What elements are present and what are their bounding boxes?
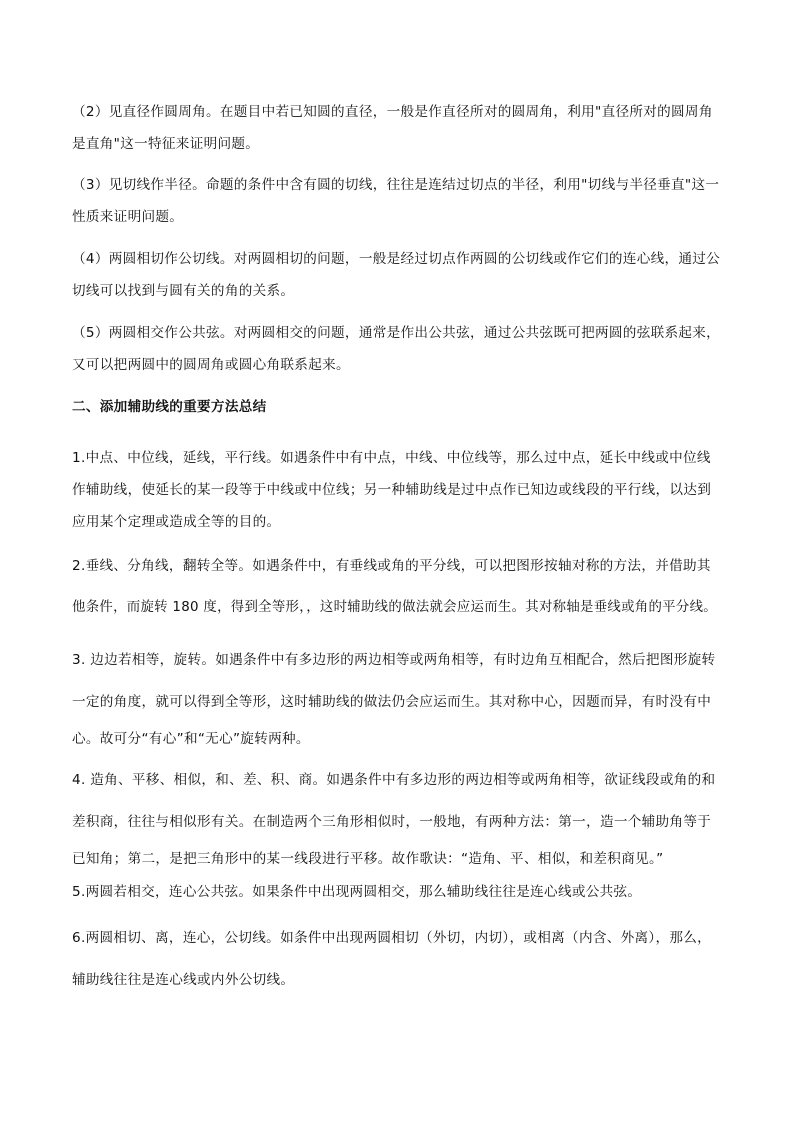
text-line: 3. 边边若相等，旋转。如遇条件中有多边形的两边相等或两角相等，有时边角互相配合，然后把图形旋转 <box>72 652 716 668</box>
text-line: 2.垂线、分角线，翻转全等。如遇条件中，有垂线或角的平分线，可以把图形按轴对称的方法，并借助其 <box>72 558 711 574</box>
text-line: 又可以把两圆中的圆周角或圆心角联系起来。 <box>72 357 350 373</box>
paragraph-3-tangent <box>72 169 724 233</box>
text-line: 切线可以找到与圆有关的角的关系。 <box>72 283 295 299</box>
method-6-tangent-separate-circles <box>72 917 724 1001</box>
method-2-perpendicular <box>72 545 724 629</box>
text-line: 5.两圆若相交，连心公共弦。如果条件中出现两圆相交，那么辅助线往往是连心线或公共弦。 <box>72 884 642 900</box>
text-line: 1.中点、中位线，延线，平行线。如遇条件中有中点，中线、中位线等，那么过中点，延长中线或中位线 <box>72 450 711 466</box>
text-line: 性质来证明问题。 <box>72 209 184 225</box>
text-line: 一定的角度，就可以得到全等形，这时辅助线的做法仍会应运而生。其对称中心，因题而异，有时没有中 <box>72 694 712 710</box>
text-line: （2）见直径作圆周角。在题目中若已知圆的直径，一般是作直径所对的圆周角，利用"直径所对的圆周角 <box>72 104 713 120</box>
text-line: 是直角"这一特征来证明问题。 <box>72 136 260 152</box>
text-line: （3）见切线作半径。命题的条件中含有圆的切线，往往是连结过切点的半径，利用"切线与半径垂直"这一 <box>72 177 720 193</box>
text-line: 4. 造角、平移、相似，和、差、积、商。如遇条件中有多边形的两边相等或两角相等，欲证线段或角的和 <box>72 772 716 788</box>
method-4-similarity <box>72 759 724 875</box>
method-3-rotation <box>72 639 724 755</box>
section-heading <box>72 391 724 423</box>
paragraph-5-intersecting-circles <box>72 317 724 381</box>
text-line: 6.两圆相切、离，连心，公切线。如条件中出现两圆相切（外切，内切），或相离（内含、外离），那么， <box>72 930 712 946</box>
text-line: （4）两圆相切作公切线。对两圆相切的问题，一般是经过切点作两圆的公切线或作它们的连心线，通过公 <box>72 251 721 267</box>
method-1-midpoint <box>72 442 724 538</box>
method-5-intersecting-circles <box>72 871 724 913</box>
text-line: 心。故可分“有心”和“无心”旋转两种。 <box>72 731 310 747</box>
text-line: （5）两圆相交作公共弦。对两圆相交的问题，通常是作出公共弦，通过公共弦既可把两圆的弦联系起来， <box>72 325 721 341</box>
heading-text: 二、添加辅助线的重要方法总结 <box>72 399 267 415</box>
paragraph-4-tangent-circles <box>72 243 724 307</box>
text-line: 差积商，往往与相似形有关。在制造两个三角形相似时，一般地，有两种方法：第一，造一个辅助角等于 <box>72 814 712 830</box>
paragraph-2-diameter <box>72 96 724 160</box>
text-line: 已知角；第二，是把三角形中的某一线段进行平移。故作歌诀：“造角、平、相似，和差积商见。” <box>72 851 664 867</box>
text-line: 作辅助线，使延长的某一段等于中线或中位线；另一种辅助线是过中点作已知边或线段的平行线，以达到 <box>72 482 712 498</box>
text-line: 他条件，而旋转 180 度，得到全等形，，这时辅助线的做法就会应运而生。其对称轴是垂线或角的平分线。 <box>72 600 717 615</box>
text-line: 辅助线往往是连心线或内外公切线。 <box>72 972 295 988</box>
text-line: 应用某个定理或造成全等的目的。 <box>72 514 281 530</box>
